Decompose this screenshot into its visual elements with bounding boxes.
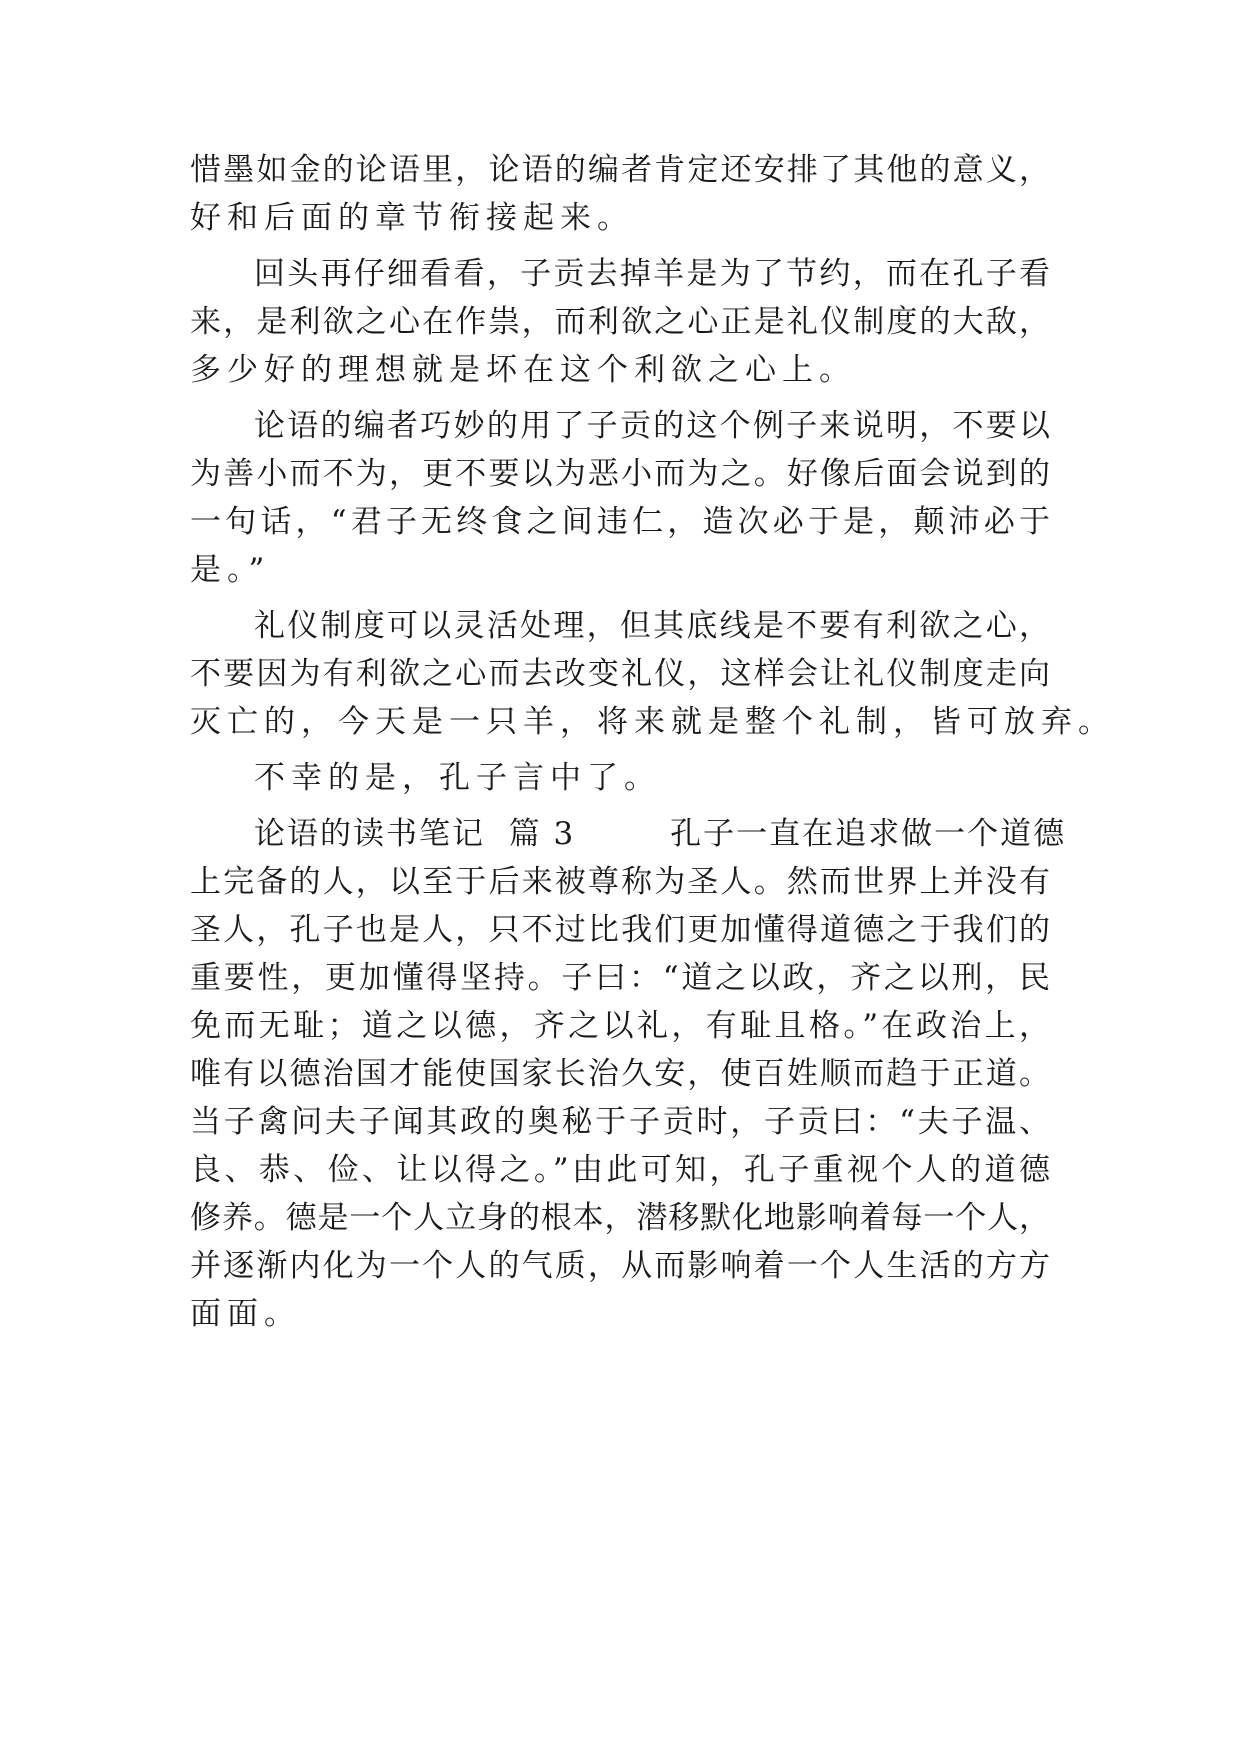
text-line: 多少好的理想就是坏在这个利欲之心上。 xyxy=(190,352,856,388)
text-line: 唯有以德治国才能使国家长治久安，使百姓顺而趋于正道。 xyxy=(190,1056,1050,1092)
text-line: 不要因为有利欲之心而去改变礼仪，这样会让礼仪制度走向 xyxy=(190,656,1050,692)
text-line: 不幸的是，孔子言中了。 xyxy=(254,760,661,796)
text-line: 并逐渐内化为一个人的气质，从而影响着一个人生活的方方 xyxy=(190,1248,1050,1284)
text-line: 论语的编者巧妙的用了子贡的这个例子来说明，不要以 xyxy=(254,408,1050,444)
text-line: 圣人，孔子也是人，只不过比我们更加懂得道德之于我们的 xyxy=(190,912,1050,948)
text-line: 为善小而不为，更不要以为恶小而为之。好像后面会说到的 xyxy=(190,456,1050,492)
text-line: 面面。 xyxy=(190,1296,301,1332)
text-line: 当子禽问夫子闻其政的奥秘于子贡时，子贡曰：“夫子温、 xyxy=(190,1104,1050,1140)
text-line: 一句话，“君子无终食之间违仁，造次必于是，颠沛必于 xyxy=(190,504,1050,540)
text-line: 免而无耻；道之以德，齐之以礼，有耻且格。”在政治上， xyxy=(190,1008,1050,1044)
text-line: 重要性，更加懂得坚持。子曰：“道之以政，齐之以刑，民 xyxy=(190,960,1050,996)
text-line: 是。” xyxy=(190,552,271,588)
text-line: 好和后面的章节衔接起来。 xyxy=(190,200,634,236)
text-line: 礼仪制度可以灵活处理，但其底线是不要有利欲之心， xyxy=(254,608,1050,644)
text-line: 灭亡的，今天是一只羊，将来就是整个礼制，皆可放弃。 xyxy=(190,704,1115,740)
text-line: 修养。德是一个人立身的根本，潜移默化地影响着每一个人， xyxy=(190,1200,1050,1236)
text-line: 上完备的人，以至于后来被尊称为圣人。然而世界上并没有 xyxy=(190,864,1050,900)
text-line: 来，是利欲之心在作祟，而利欲之心正是礼仪制度的大敌， xyxy=(190,304,1050,340)
text-line: 回头再仔细看看，子贡去掉羊是为了节约，而在孔子看 xyxy=(254,256,1050,292)
text-line: 惜墨如金的论语里，论语的编者肯定还安排了其他的意义， xyxy=(190,152,1050,188)
text-line: 论语的读书笔记 篇 3 孔子一直在追求做一个道德 xyxy=(254,816,1067,852)
text-line: 良、恭、俭、让以得之。”由此可知，孔子重视个人的道德 xyxy=(190,1152,1050,1188)
